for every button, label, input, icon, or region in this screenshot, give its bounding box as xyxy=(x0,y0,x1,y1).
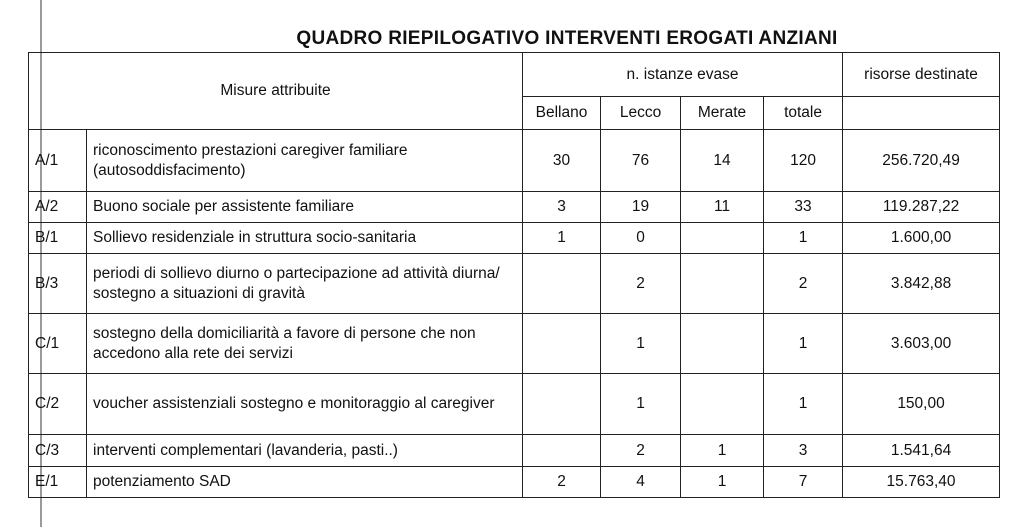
row-bellano xyxy=(523,435,601,467)
row-merate: 1 xyxy=(681,467,764,498)
row-totale: 33 xyxy=(764,192,843,223)
header-col-totale: totale xyxy=(764,97,843,130)
row-merate xyxy=(681,374,764,435)
row-description: interventi complementari (lavanderia, pasti..) xyxy=(87,435,523,467)
row-totale: 120 xyxy=(764,130,843,192)
row-description: riconoscimento prestazioni caregiver familiare (autosoddisfacimento) xyxy=(87,130,523,192)
row-bellano xyxy=(523,314,601,374)
row-code: A/1 xyxy=(29,130,87,192)
row-lecco: 76 xyxy=(601,130,681,192)
row-lecco: 0 xyxy=(601,223,681,254)
row-code: E/1 xyxy=(29,467,87,498)
row-code: C/1 xyxy=(29,314,87,374)
row-code: B/1 xyxy=(29,223,87,254)
row-lecco: 2 xyxy=(601,254,681,314)
row-lecco: 1 xyxy=(601,374,681,435)
header-col-lecco: Lecco xyxy=(601,97,681,130)
table-row xyxy=(29,192,1000,223)
row-totale: 1 xyxy=(764,314,843,374)
row-merate: 1 xyxy=(681,435,764,467)
row-merate xyxy=(681,314,764,374)
row-totale: 1 xyxy=(764,374,843,435)
row-bellano xyxy=(523,254,601,314)
table-title: QUADRO RIEPILOGATIVO INTERVENTI EROGATI ANZIANI xyxy=(296,28,838,49)
row-totale: 7 xyxy=(764,467,843,498)
row-risorse: 1.600,00 xyxy=(843,223,1000,254)
header-empty-cell xyxy=(843,97,1000,130)
row-risorse: 256.720,49 xyxy=(843,130,1000,192)
row-totale: 3 xyxy=(764,435,843,467)
header-risorse: risorse destinate xyxy=(843,53,1000,97)
row-merate: 14 xyxy=(681,130,764,192)
row-risorse: 150,00 xyxy=(843,374,1000,435)
row-totale: 2 xyxy=(764,254,843,314)
row-lecco: 19 xyxy=(601,192,681,223)
row-bellano xyxy=(523,374,601,435)
row-bellano: 2 xyxy=(523,467,601,498)
summary-table xyxy=(28,52,1000,498)
row-code: A/2 xyxy=(29,192,87,223)
row-risorse: 3.842,88 xyxy=(843,254,1000,314)
row-description: Sollievo residenziale in struttura socio-sanitaria xyxy=(87,223,523,254)
row-risorse: 3.603,00 xyxy=(843,314,1000,374)
table-row xyxy=(29,374,1000,435)
row-lecco: 2 xyxy=(601,435,681,467)
table-row xyxy=(29,314,1000,374)
row-code: C/3 xyxy=(29,435,87,467)
table-row xyxy=(29,435,1000,467)
row-bellano: 3 xyxy=(523,192,601,223)
row-lecco: 1 xyxy=(601,314,681,374)
row-bellano: 1 xyxy=(523,223,601,254)
row-description: sostegno della domiciliarità a favore di persone che non accedono alla rete dei servizi xyxy=(87,314,523,374)
row-description: voucher assistenziali sostegno e monitoraggio al caregiver xyxy=(87,374,523,435)
header-col-bellano: Bellano xyxy=(523,97,601,130)
row-totale: 1 xyxy=(764,223,843,254)
row-risorse: 1.541,64 xyxy=(843,435,1000,467)
header-col-merate: Merate xyxy=(681,97,764,130)
row-bellano: 30 xyxy=(523,130,601,192)
row-risorse: 119.287,22 xyxy=(843,192,1000,223)
table-row xyxy=(29,130,1000,192)
header-misure: Misure attribuite xyxy=(29,53,523,130)
row-code: B/3 xyxy=(29,254,87,314)
table-row xyxy=(29,254,1000,314)
row-description: potenziamento SAD xyxy=(87,467,523,498)
table-row xyxy=(29,467,1000,498)
row-lecco: 4 xyxy=(601,467,681,498)
row-description: Buono sociale per assistente familiare xyxy=(87,192,523,223)
row-risorse: 15.763,40 xyxy=(843,467,1000,498)
row-description: periodi di sollievo diurno o partecipazione ad attività diurna/ sostegno a situazioni di gravità xyxy=(87,254,523,314)
table-row xyxy=(29,223,1000,254)
header-istanze: n. istanze evase xyxy=(523,53,843,97)
row-merate xyxy=(681,254,764,314)
row-merate: 11 xyxy=(681,192,764,223)
row-code: C/2 xyxy=(29,374,87,435)
row-merate xyxy=(681,223,764,254)
